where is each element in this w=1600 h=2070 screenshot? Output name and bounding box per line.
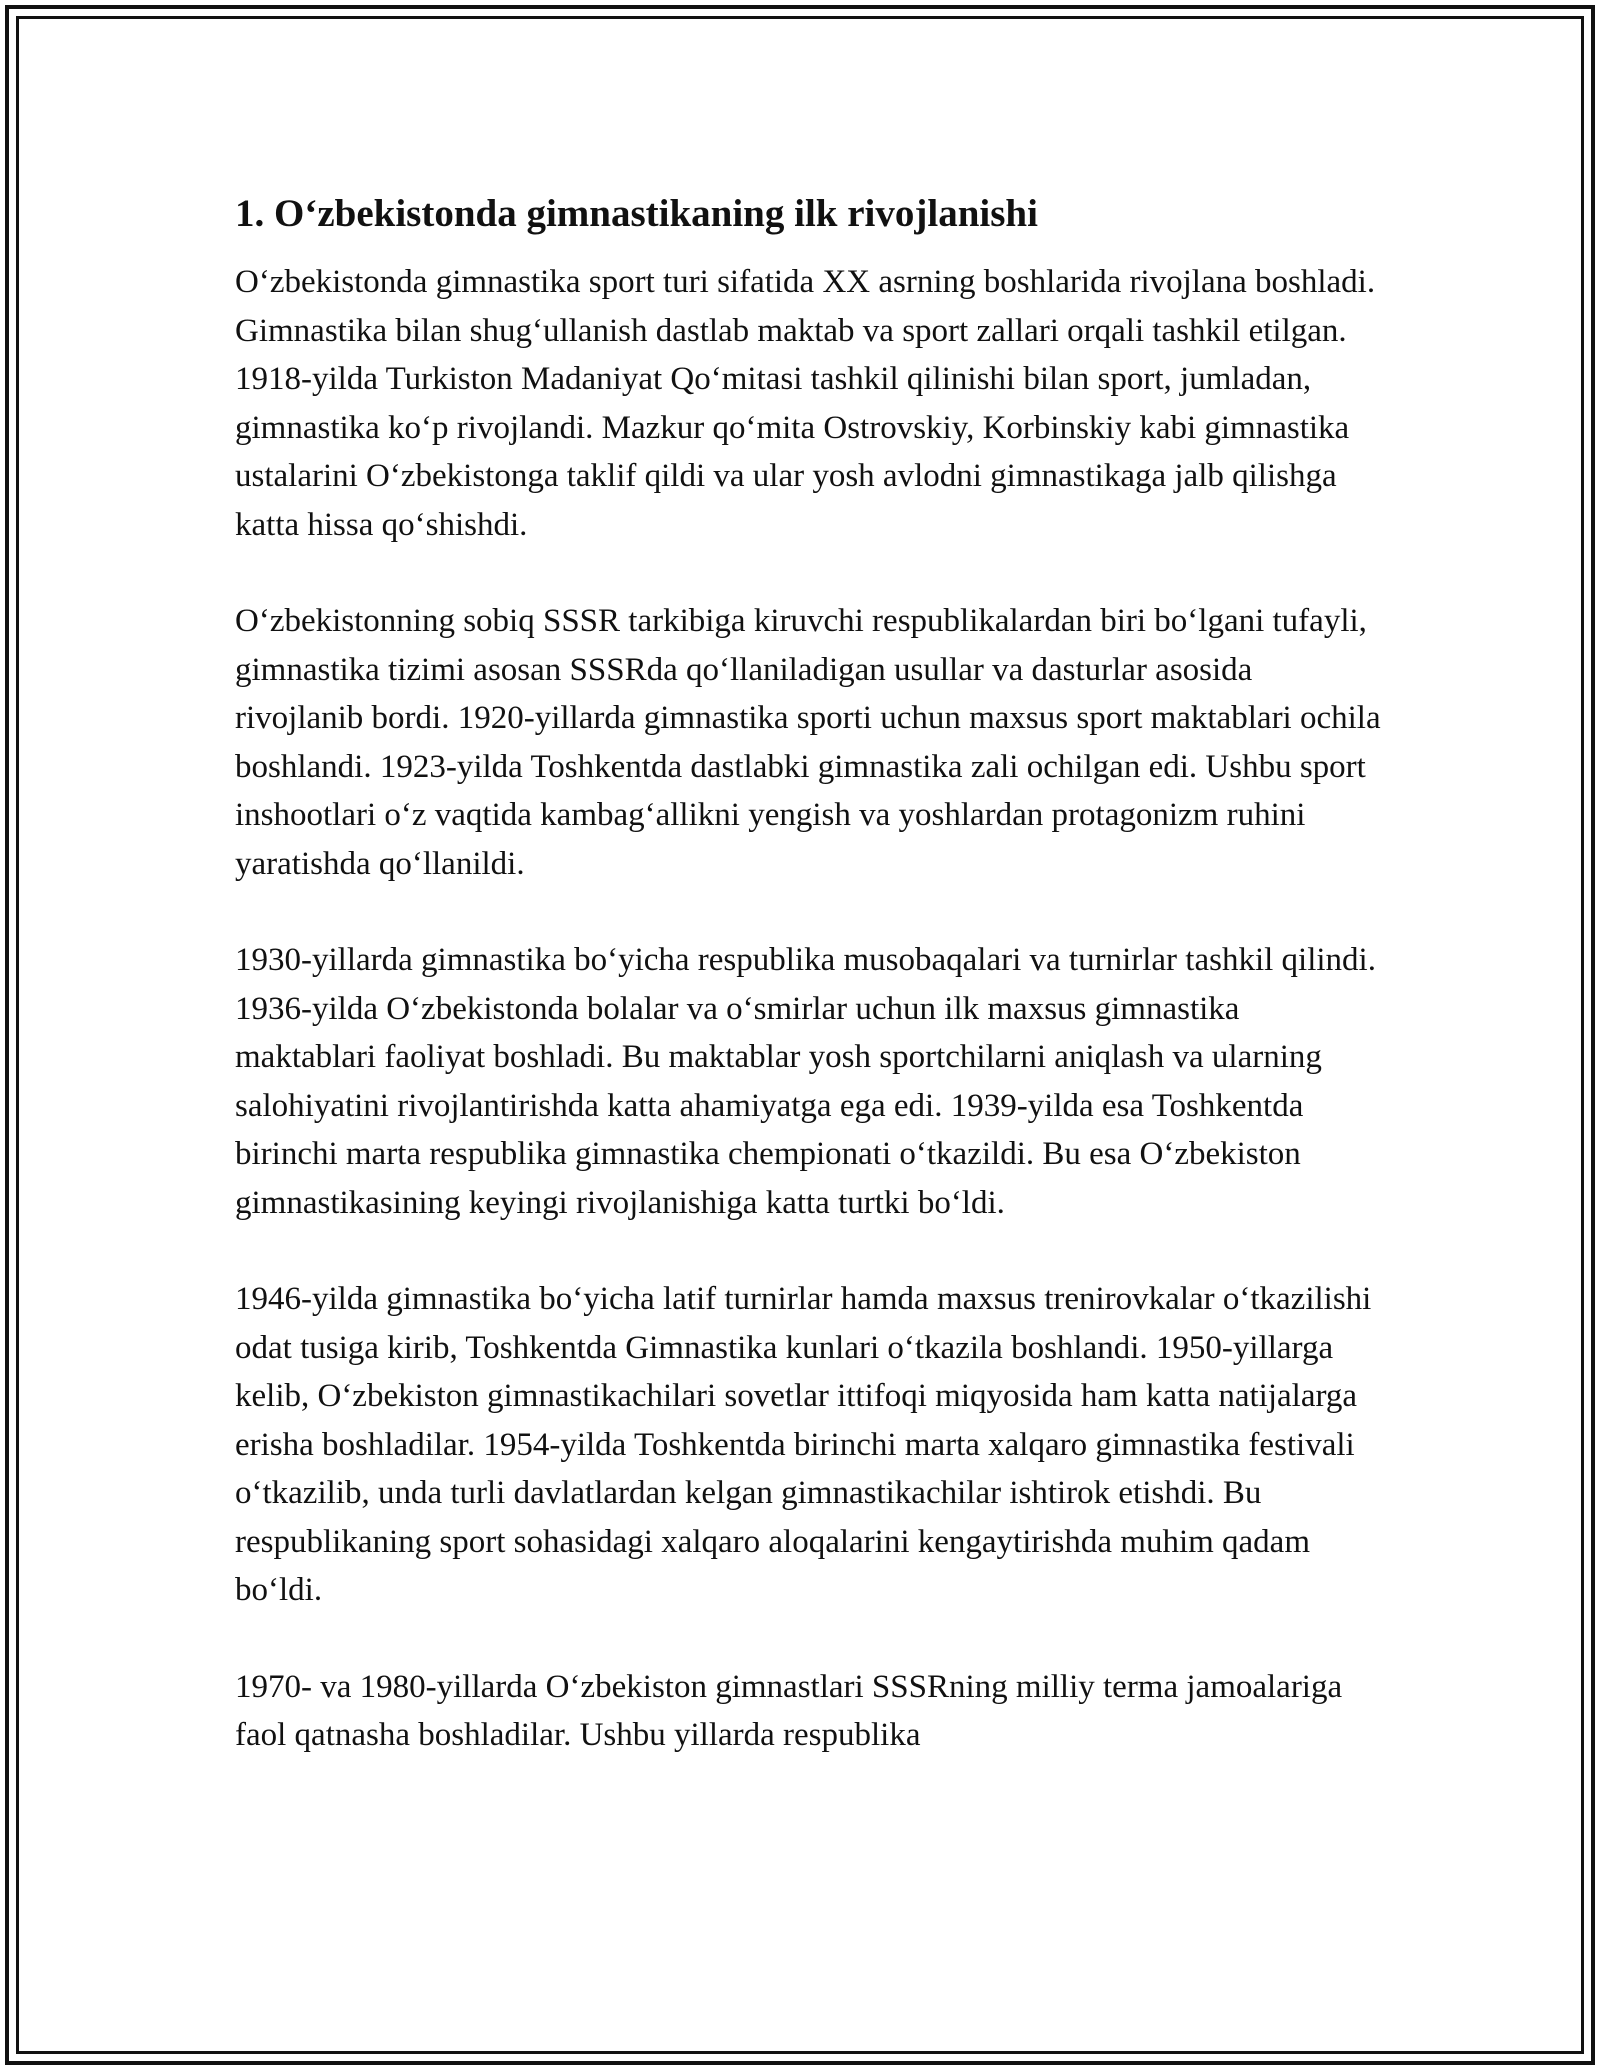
paragraph-2: O‘zbekistonning sobiq SSSR tarkibiga kiruvchi respublikalardan biri bo‘lgani tufayli, gimnastika tizimi asosan SSSRda qo‘llaniladigan usullar va dasturlar asosida rivojlanib bordi. 1920-yillarda gimnastika sporti uchun maxsus sport maktablari ochila boshlandi. 1923-yilda Toshkentda dastlabki gimnastika zali ochilgan edi. Ushbu sport inshootlari o‘z vaqtida kambag‘allikni yengish va yoshlardan protagonizm ruhini yaratishda qo‘llanildi.	[235, 603, 1381, 882]
section-heading: 1. O‘zbekistonda gimnastikaning ilk rivojlanishi	[235, 192, 1038, 235]
document-body	[235, 188, 1385, 1760]
paragraph-1: O‘zbekistonda gimnastika sport turi sifatida XX asrning boshlarida rivojlana boshladi. Gimnastika bilan shug‘ullanish dastlab maktab va sport zallari orqali tashkil etilgan. 1918-yilda Turkiston Madaniyat Qo‘mitasi tashkil qilinishi bilan sport, jumladan, gimnastika ko‘p rivojlandi. Mazkur qo‘mita Ostrovskiy, Korbinskiy kabi gimnastika ustalarini O‘zbekistonga taklif qildi va ular yosh avlodni gimnastikaga jalb qilishga katta hissa qo‘shishdi.	[235, 264, 1376, 543]
paragraph-4: 1946-yilda gimnastika bo‘yicha latif turnirlar hamda maxsus trenirovkalar o‘tkazilishi odat tusiga kirib, Toshkentda Gimnastika kunlari o‘tkazila boshlandi. 1950-yillarga kelib, O‘zbekiston gimnastikachilari sovetlar ittifoqi miqyosida ham katta natijalarga erisha boshladilar. 1954-yilda Toshkentda birinchi marta xalqaro gimnastika festivali o‘tkazilib, unda turli davlatlardan kelgan gimnastikachilar ishtirok etishdi. Bu respublikaning sport sohasidagi xalqaro aloqalarini kengaytirishda muhim qadam bo‘ldi.	[235, 1281, 1372, 1608]
paragraph-3: 1930-yillarda gimnastika bo‘yicha respublika musobaqalari va turnirlar tashkil qilindi. 1936-yilda O‘zbekistonda bolalar va o‘smirlar uchun ilk maxsus gimnastika maktablari faoliyat boshladi. Bu maktablar yosh sportchilarni aniqlash va ularning salohiyatini rivojlantirishda katta ahamiyatga ega edi. 1939-yilda esa Toshkentda birinchi marta respublika gimnastika chempionati o‘tkazildi. Bu esa O‘zbekiston gimnastikasining keyingi rivojlanishiga katta turtki bo‘ldi.	[235, 942, 1376, 1221]
paragraph-5: 1970- va 1980-yillarda O‘zbekiston gimnastlari SSSRning milliy terma jamoalariga faol qatnasha boshladilar. Ushbu yillarda respublika	[235, 1668, 1343, 1753]
